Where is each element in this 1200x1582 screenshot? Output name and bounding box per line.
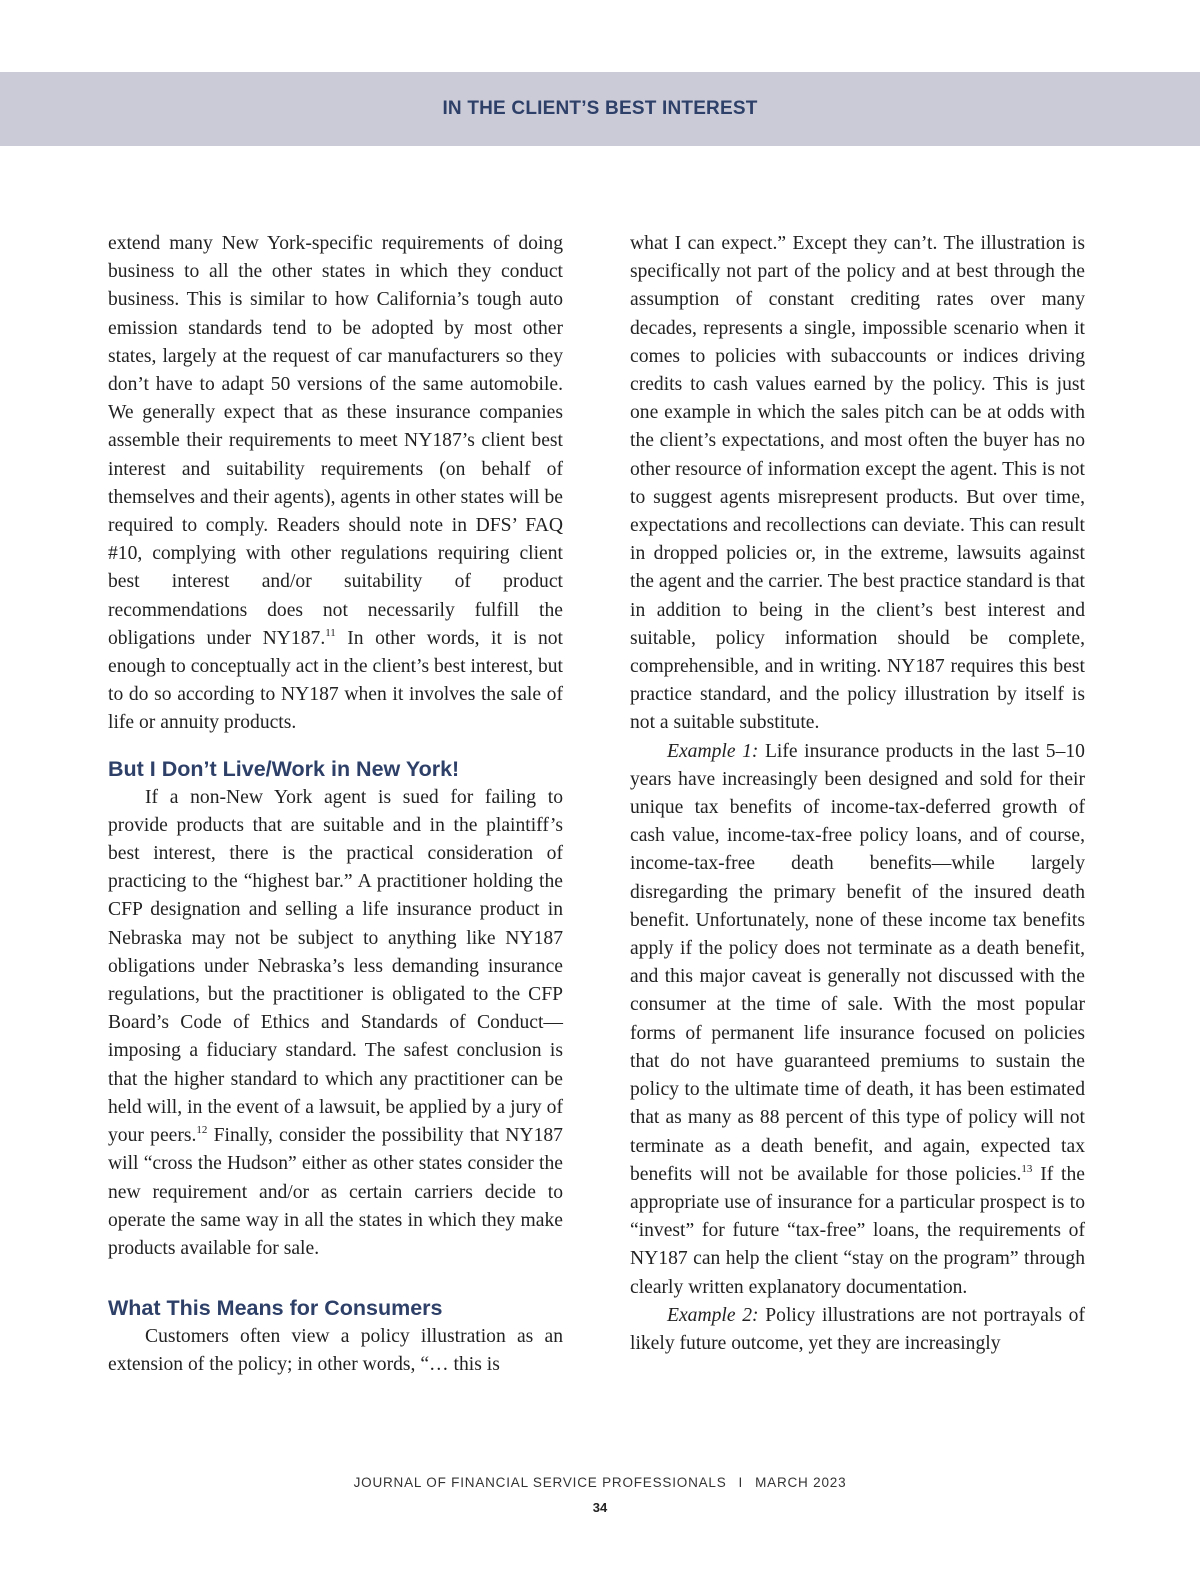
right-paragraph-example-1 — [630, 738, 1085, 1302]
section-heading-new-york: But I Don’t Live/Work in New York! — [108, 756, 460, 781]
example-2-label: Example 2: — [667, 1304, 759, 1326]
left-paragraph-1 — [108, 230, 563, 738]
footer-separator: I — [738, 1475, 744, 1490]
footnote-ref-11: 11 — [325, 626, 336, 639]
right-paragraph-example-2 — [630, 1302, 1085, 1358]
example-2-text: Policy illustrations are not portrayals of likely future outcome, yet they are increasingly — [630, 1304, 1085, 1354]
running-header — [0, 72, 1200, 146]
example-1-label: Example 1: — [667, 740, 759, 762]
footnote-ref-12: 12 — [196, 1124, 208, 1137]
right-paragraph-1: what I can expect.” Except they can’t. The illustration is specifically not part of the policy and at best through the assumption of constant crediting rates over many decades, represents a single, impossible scenario when it comes to policies with subaccounts or indices driving credits to cash values earned by the policy. This is just one example in which the sales pitch can be at odds with the client’s expectations, and most often the buyer has no other resource of information except the agent. This is not to suggest agents misrepresent products. But over time, expectations and recollections can deviate. This can result in dropped policies or, in the extreme, lawsuits against the agent and the carrier. The best practice standard is that in addition to being in the client’s best interest and suitable, policy information should be complete, comprehensible, and in writing. NY187 requires this best practice standard, and the policy illustration by itself is not a suitable substitute. — [630, 233, 1085, 734]
right-column — [630, 230, 1085, 1358]
left-paragraph-2 — [108, 784, 563, 1263]
left-column — [108, 230, 563, 1380]
section-heading-consumers: What This Means for Consumers — [108, 1296, 443, 1321]
left-p2-rest-text: Finally, consider the possibility that NY187 will “cross the Hudson” either as other states consider the new requirement and/or as certain carriers decide to operate the same way in all the states in which they make products available for sale. — [108, 1125, 563, 1259]
footnote-ref-13: 13 — [1021, 1162, 1033, 1175]
running-header-title: IN THE CLIENT’S BEST INTEREST — [442, 98, 758, 119]
example-1-rest-text: If the appropriate use of insurance for a particular prospect is to “invest” for future “tax-free” loans, the requirements of NY187 can help the client “stay on the program” through clearly written explanatory documentation. — [630, 1163, 1085, 1298]
footer-date: MARCH 2023 — [755, 1475, 847, 1490]
example-1-text: Life insurance products in the last 5–10 years have increasingly been designed and sold for their unique tax benefits of income-tax-deferred growth of cash value, income-tax-free policy loans, and of course, income-tax-free death benefits—while largely disregarding the primary benefit of the insured death benefit. Unfortunately, none of these income tax benefits apply if the policy does not terminate as a death benefit, and this major caveat is generally not discussed with the consumer at the time of sale. With the most popular forms of permanent life insurance focused on policies that do not have guaranteed premiums to sustain the policy to the ultimate time of death, it has been estimated that as many as 88 percent of this type of policy will not terminate as a death benefit, and again, expected tax benefits will not be available for those policies. — [630, 740, 1085, 1185]
left-paragraph-3: Customers often view a policy illustration as an extension of the policy; in other words, “… this is — [108, 1326, 563, 1376]
footer-journal-name: JOURNAL OF FINANCIAL SERVICE PROFESSIONALS — [353, 1475, 727, 1490]
left-p1-rest-text: In other words, it is not enough to conceptually act in the client’s best interest, but to do so according to NY187 when it involves the sale of life or annuity products. — [108, 627, 563, 734]
left-p1-text: extend many New York-specific requirements of doing business to all the other states in which they conduct business. This is similar to how California’s tough auto emission standards tend to be adopted by most other states, largely at the request of car manufacturers so they don’t have to adapt 50 versions of the same automobile. We generally expect that as these insurance companies assemble their requirements to meet NY187’s client best interest and suitability requirements (on behalf of themselves and their agents), agents in other states will be required to comply. Readers should note in DFS’ FAQ #10, complying with other regulations requiring client best interest and/or suitability of product recommendations does not necessarily fulfill the obligations under NY187. — [108, 233, 563, 649]
page-number: 34 — [592, 1500, 608, 1515]
footer-journal-line — [0, 1475, 1200, 1490]
left-p2-text: If a non-New York agent is sued for failing to provide products that are suitable and in the plaintiff’s best interest, there is the practical consideration of practicing to the “highest bar.” A practitioner holding the CFP designation and selling a life insurance product in Nebraska may not be subject to anything like NY187 obligations under Nebraska’s less demanding insurance regulations, but the practitioner is obligated to the CFP Board’s Code of Ethics and Standards of Conduct—imposing a fiduciary standard. The safest conclusion is that the higher standard to which any practitioner can be held will, in the event of a lawsuit, be applied by a jury of your peers. — [108, 786, 563, 1147]
